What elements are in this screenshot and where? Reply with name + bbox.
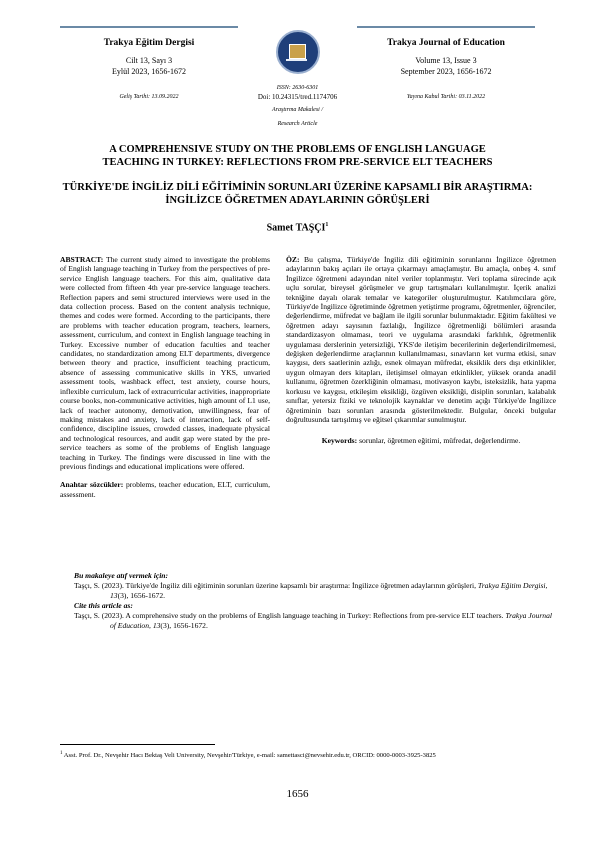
footnote <box>60 749 540 760</box>
date-en: September 2023, 1656-1672 <box>400 67 492 76</box>
journal-title-en: Trakya Journal of Education <box>387 38 505 48</box>
footnote-marker: 1 <box>60 751 63 756</box>
received-date: Geliş Tarihi: 13.09.2022 <box>119 94 179 100</box>
oz-keywords-label: Keywords <box>321 436 355 446</box>
abstract-text: The current study aimed to investigate the problems of English language teaching in Turkey from the perspectives of pre-service English language teachers. For this aim, qualitative data were collected from fifteen 4th year pre-service language teachers. Reflection papers and semi structured interviews were used in the data collection process. Based on the content analysis technique, themes and codes were formed. According to the participants, there are problems with teacher education program, teachers, learners, assessment, curriculum, and context in English language teaching in Turkey. Excessive number of education faculties and teacher candidates, no standardization among ELT departments, divergence between theory and practice, insufficient teaching practicum, absence of assessing communicative skills in YKS, unvaried assessment tools, washback effect, test anxiety, course hours, inflexible curriculum, lack of extracurricular activities, inappropriate course books, non-communicative activities, high amount of L1 use, lack of teacher autonomy, demotivation, unwillingness, fear of making mistakes and anxiety, lack of interaction, lack of self-confidence, discipline issues, crowded classes, inadequate physical and technological resources, and audit gap were stated by the pre-service teachers as some of the problems of English language teaching in Turkey. The findings were discussed in line with the previous findings and educational implications were offered. <box>60 255 271 471</box>
volume-en: Volume 13, Issue 3 <box>415 56 477 65</box>
article-type-en: Research Article <box>277 121 318 127</box>
issn: ISSN: 2630-6301 <box>276 85 319 91</box>
header-rule-right <box>357 26 535 28</box>
oz-label: ÖZ <box>286 255 297 264</box>
citation-heading-tr: Bu makaleye atıf vermek için: <box>74 571 169 580</box>
citation-block <box>74 571 558 631</box>
title-en-line1: A COMPREHENSIVE STUDY ON THE PROBLEMS OF ENGLISH LANGUAGE <box>109 144 486 155</box>
journal-title-tr: Trakya Eğitim Dergisi <box>103 38 195 48</box>
abstract-keywords-label: Anahtar sözcükler <box>60 480 121 490</box>
abstract-block: ABSTRACT: The current study aimed to investigate the problems of English language teaching in Turkey from the perspectives of pre-service English language teachers. For this aim, qualitative data were collected from fifteen 4th year pre-service language teachers. Reflection papers and semi structured interviews were used in the data collection process. Based on the content analysis technique, themes and codes were formed. According to the participants, there are problems with teacher education program, teachers, learners, assessment, curriculum, and context in English language teaching in Turkey. Excessive number of education faculties and teacher candidates, no standardization among ELT departments, divergence between theory and practice, insufficient teaching practicum, absence of assessing communicative skills in YKS, unvaried assessment tools, washback effect, test anxiety, course hours, inflexible curriculum, lack of extracurricular activities, inappropriate course books, non-communicative activities, high amount of L1 use, lack of teacher autonomy, demotivation, unwillingness, fear of making mistakes and anxiety, lack of interaction, lack of self-confidence, discipline issues, crowded classes, inadequate physical and technological resources, and audit gap were stated by the pre-service teachers as some of the problems of English language teaching in Turkey. The findings were discussed in line with the previous findings and educational implications were offered. Anahtar sözcükler: problems, teacher education, ELT, curriculum, assessment. <box>60 255 271 499</box>
title-tr-line1: TÜRKİYE'DE İNGİLİZ DİLİ EĞİTİMİNİN SORUNLARI ÜZERİNE KAPSAMLI BİR ARAŞTIRMA: <box>62 182 533 193</box>
page-number: 1656 <box>286 788 309 800</box>
header-center <box>238 84 357 128</box>
title-tr-line2: İNGİLİZCE ÖĞRETMEN ADAYLARININ GÖRÜŞLERİ <box>165 195 430 206</box>
abstract-label: ABSTRACT <box>60 255 101 264</box>
article-type-tr: Araştırma Makalesi / <box>272 107 323 113</box>
date-tr: Eylül 2023, 1656-1672 <box>112 67 186 76</box>
citation-text-tr: Taşçı, S. (2023). Türkiye'de İngiliz dili eğitiminin sorunları üzerine kapsamlı bir araştırma: İngilizce öğretmen adaylarının görüşleri, Trakya Eğitim Dergisi, 13(3), 1656-1672. <box>74 581 548 600</box>
abstract-keywords: problems, teacher education, ELT, curriculum, assessment. <box>60 480 270 499</box>
footnote-text: Asst. Prof. Dr., Nevşehir Hacı Bektaş Veli University, Nevşehir/Türkiye, e-mail: samettasci@nevsehir.edu.tr, ORCID: 0000-0003-3925-3825 <box>63 752 436 760</box>
citation-heading-en: Cite this article as: <box>74 601 133 610</box>
volume-tr: Cilt 13, Sayı 3 <box>125 56 173 65</box>
header-rule-left <box>60 26 238 28</box>
header-left <box>60 38 238 101</box>
title-en <box>40 143 555 169</box>
university-logo <box>276 30 320 74</box>
title-en-line2: TEACHING IN TURKEY: REFLECTIONS FROM PRE-SERVICE ELT TEACHERS <box>102 157 493 168</box>
title-tr <box>40 181 555 207</box>
author-name: Samet TAŞÇI <box>266 222 326 234</box>
author <box>40 222 555 233</box>
doi: Doi: 10.24315/tred.1174706 <box>257 93 338 101</box>
header-right <box>357 38 535 101</box>
footnote-rule <box>60 744 215 745</box>
oz-block: ÖZ: Bu çalışma, Türkiye'de İngiliz dili eğitiminin sorunlarını İngilizce öğretmen adaylarının bakış açıları ile ortaya çıkarmayı amaçlamıştır. Bu amaçla, onbeş 4. sınıf İngilizce öğretmeni adayından nitel veriler toplanmıştır. Veri toplama sürecinde açık uçlu sorular, bireysel görüşmeler ve grup tartışmaları kullanılmıştır. İçerik analizi tekniğine dayalı olarak temalar ve kategoriler oluşturulmuştur. Katılımcılara göre, Türkiye'de İngilizce öğretiminde öğretmen yetiştirme programı, öğretmenler, öğrenciler, değerlendirme, müfredat ve bağlam ile ilgili sorunlar bulunmaktadır. Eğitim fakültesi ve öğretmen adayı sayısının fazlalığı, İngilizce öğretmenliği bölümleri arasında standardizasyon olmaması, teori ve uygulama arasındaki farklılık, öğretmenlik uygulaması derslerinin yetersizliği, YKS'de iletişim becerilerinin değerlendirilmemesi, değişken değerlendirme araçlarının kullanılmaması, sınavların ket vurma etkisi, sınav kaygısı, ders saatlerinin azlığı, esnek olmayan müfredat, eksiklik ders dışı etkinlikler, uygun olmayan ders kitapları, iletişimsel olmayan etkinlikler, yüksek oranda anadil kullanımı, öğretmen özerkliğinin olmaması, motivasyon kaybı, isteksizlik, hata yapma korkusu ve kaygısı, etkileşim eksikliği, özgüven eksikliği, disiplin sorunları, kalabalık sınıflar, yetersiz fiziki ve teknolojik kaynaklar ve denetim açığı Türkiye'de İngilizce öğretiminin bazı sorunları arasında gösterilmektedir. Bulgular, önceki bulgular doğrultusunda tartışılmış ve eğitsel çıkarımlar sunulmuştur. Keywords: sorunlar, öğretmen eğitimi, müfredat, değerlendirme. <box>286 255 556 446</box>
author-footnote-marker: 1 <box>325 222 329 228</box>
oz-keywords: sorunlar, öğretmen eğitimi, müfredat, değerlendirme. <box>359 436 521 446</box>
oz-text: Bu çalışma, Türkiye'de İngiliz dili eğitiminin sorunlarını İngilizce öğretmen adaylarının bakış açıları ile ortaya çıkarmayı amaçlamıştır. Bu amaçla, onbeş 4. sınıf İngilizce öğretmeni adayından nitel veriler toplanmıştır. Veri toplama sürecinde açık uçlu sorular, bireysel görüşmeler ve grup tartışmaları kullanılmıştır. İçerik analizi tekniğine dayalı olarak temalar ve kategoriler oluşturulmuştur. Katılımcılara göre, Türkiye'de İngilizce öğretiminde öğretmen yetiştirme programı, öğretmenler, öğrenciler, değerlendirme, müfredat ve bağlam ile ilgili sorunlar bulunmaktadır. Eğitim fakültesi ve öğretmen adayı sayısının fazlalığı, İngilizce öğretmenliği bölümleri arasında standardizasyon olmaması, teori ve uygulama arasındaki farklılık, öğretmenlik uygulaması derslerinin yetersizliği, YKS'de iletişim becerilerinin değerlendirilmemesi, değişken değerlendirme araçlarının kullanılmaması, sınavların ket vurma etkisi, sınav kaygısı, ders saatlerinin azlığı, esnek olmayan müfredat, eksiklik ders dışı etkinlikler, uygun olmayan ders kitapları, iletişimsel olmayan etkinlikler, yüksek oranda anadil kullanımı, öğretmen özerkliğinin olmaması, motivasyon kaybı, isteksizlik, hata yapma korkusu ve kaygısı, etkileşim eksikliği, özgüven eksikliği, disiplin sorunları, kalabalık sınıflar, yetersiz fiziki ve teknolojik kaynaklar ve denetim açığı Türkiye'de İngilizce öğretiminin bazı sorunları arasında gösterilmektedir. Bulgular, önceki bulgular doğrultusunda tartışılmış ve eğitsel çıkarımlar sunulmuştur. <box>286 255 556 424</box>
citation-text-en: Taşçı, S. (2023). A comprehensive study on the problems of English language teaching in Turkey: Reflections from pre-service ELT teachers. Trakya Journal of Education, 13(3), 1656-1672. <box>74 611 552 630</box>
accepted-date: Yayına Kabul Tarihi: 03.11.2022 <box>406 94 486 100</box>
